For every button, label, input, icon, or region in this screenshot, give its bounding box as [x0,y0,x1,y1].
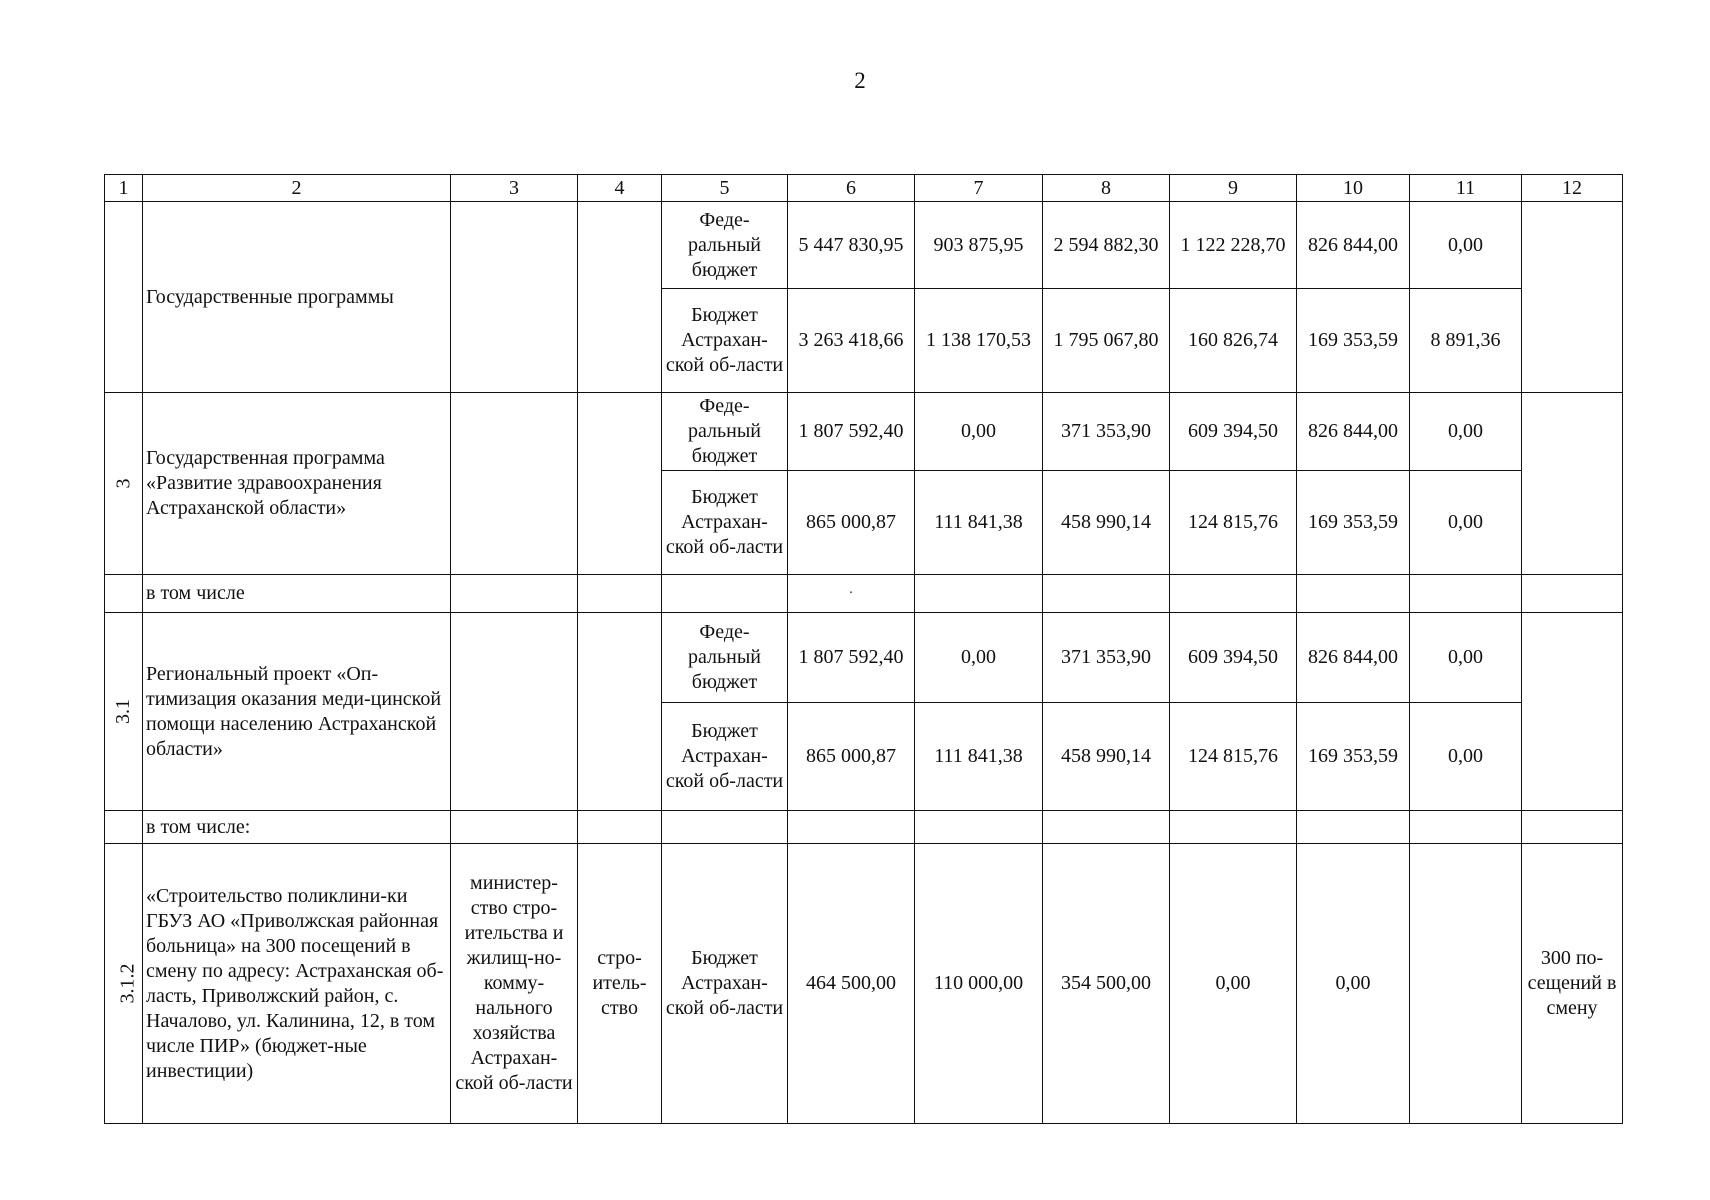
row-number-cell [105,844,143,1124]
value-cell: 1 807 592,40 [788,613,915,703]
value-cell: 826 844,00 [1297,393,1410,471]
funding-source: Бюджет Астрахан-ской об-ласти [662,703,788,811]
executor-cell [451,811,578,844]
value-cell: 865 000,87 [788,471,915,575]
value-cell: 609 394,50 [1170,613,1297,703]
executor-cell [451,575,578,613]
value-cell [915,811,1043,844]
table-row [105,575,1623,613]
type-cell [578,393,662,575]
result-cell [1522,613,1623,811]
header-cell: 4 [578,175,662,202]
type-cell [578,202,662,393]
table-row [105,811,1623,844]
value-cell: 826 844,00 [1297,613,1410,703]
value-cell: 371 353,90 [1043,613,1170,703]
executor-cell [451,613,578,811]
value-cell: 1 807 592,40 [788,393,915,471]
value-cell [1170,811,1297,844]
subtotal-label: в том числе [143,575,451,613]
page-number: 2 [854,68,866,93]
row-name: Региональный проект «Оп-тимизация оказания меди-цинской помощи населению Астраханской области» [143,613,451,811]
funding-source: Феде-ральный бюджет [662,613,788,703]
value-cell: 169 353,59 [1297,471,1410,575]
executor-cell [451,202,578,393]
value-cell: 464 500,00 [788,844,915,1124]
result-cell [1522,811,1623,844]
funding-source: Бюджет Астрахан-ской об-ласти [662,844,788,1124]
value-cell: 0,00 [1170,844,1297,1124]
result-cell [1522,202,1623,393]
header-cell: 6 [788,175,915,202]
row-number: 3.1 [112,699,134,724]
value-cell [1410,811,1522,844]
row-number-cell [105,575,143,613]
row-number-cell [105,393,143,575]
value-cell: 3 263 418,66 [788,289,915,393]
value-cell [1410,575,1522,613]
value-cell: 5 447 830,95 [788,202,915,289]
value-cell: 124 815,76 [1170,471,1297,575]
header-cell: 11 [1410,175,1522,202]
row-number: 3 [112,478,134,489]
value-cell: 110 000,00 [915,844,1043,1124]
value-cell: 458 990,14 [1043,703,1170,811]
value-cell: 0,00 [1410,613,1522,703]
table-row [105,393,1623,471]
value-cell [1043,575,1170,613]
value-cell [1297,575,1410,613]
table-row [105,844,1623,1124]
row-number-cell [105,613,143,811]
funding-source: Феде-ральный бюджет [662,393,788,471]
header-cell: 8 [1043,175,1170,202]
type-cell: стро-итель-ство [578,844,662,1124]
value-cell: 160 826,74 [1170,289,1297,393]
header-cell: 5 [662,175,788,202]
funding-source: Бюджет Астрахан-ской об-ласти [662,289,788,393]
result-cell [1522,575,1623,613]
value-cell: 0,00 [915,393,1043,471]
stray-mark: · [788,575,915,613]
value-cell: 0,00 [1410,703,1522,811]
value-cell: 0,00 [1410,393,1522,471]
value-cell: 826 844,00 [1297,202,1410,289]
result-cell: 300 по-сещений в смену [1522,844,1623,1124]
value-cell: 0,00 [915,613,1043,703]
table-header-row [105,175,1623,202]
value-cell: 609 394,50 [1170,393,1297,471]
budget-table [104,174,1623,1124]
header-cell: 10 [1297,175,1410,202]
result-cell [1522,393,1623,575]
row-name: Государственная программа «Развитие здравоохранения Астраханской области» [143,393,451,575]
value-cell: 111 841,38 [915,703,1043,811]
value-cell [788,811,915,844]
value-cell: 0,00 [1410,471,1522,575]
value-cell: 1 138 170,53 [915,289,1043,393]
row-name: «Строительство поликлини-ки ГБУЗ АО «Приволжская районная больница» на 300 посещений в смену по адресу: Астраханская об-ласть, Приволжский район, с. Началово, ул. Калинина, 12, в том числе ПИР» (бюджет-ные инвестиции) [143,844,451,1124]
value-cell: 2 594 882,30 [1043,202,1170,289]
value-cell [1170,575,1297,613]
table-row [105,613,1623,703]
type-cell [578,811,662,844]
value-cell [1297,811,1410,844]
header-cell: 2 [143,175,451,202]
funding-source [662,811,788,844]
value-cell: 1 795 067,80 [1043,289,1170,393]
header-cell: 1 [105,175,143,202]
funding-source [662,575,788,613]
funding-source: Бюджет Астрахан-ской об-ласти [662,471,788,575]
row-number-cell [105,811,143,844]
value-cell: 0,00 [1297,844,1410,1124]
funding-source: Феде-ральный бюджет [662,202,788,289]
header-cell: 3 [451,175,578,202]
value-cell: 1 122 228,70 [1170,202,1297,289]
value-cell: 865 000,87 [788,703,915,811]
value-cell [915,575,1043,613]
table-row [105,202,1623,289]
value-cell: 111 841,38 [915,471,1043,575]
value-cell: 8 891,36 [1410,289,1522,393]
executor-cell: министер-ство стро-ительства и жилищ-но-комму-нального хозяйства Астрахан-ской об-ласти [451,844,578,1124]
row-name: Государственные программы [143,202,451,393]
header-cell: 12 [1522,175,1623,202]
value-cell: 0,00 [1410,202,1522,289]
value-cell: 169 353,59 [1297,703,1410,811]
value-cell [1043,811,1170,844]
header-cell: 9 [1170,175,1297,202]
subtotal-label: в том числе: [143,811,451,844]
value-cell: 169 353,59 [1297,289,1410,393]
value-cell: 903 875,95 [915,202,1043,289]
type-cell [578,575,662,613]
value-cell: 371 353,90 [1043,393,1170,471]
row-number: 3.1.2 [116,963,139,1004]
value-cell: 354 500,00 [1043,844,1170,1124]
header-cell: 7 [915,175,1043,202]
executor-cell [451,393,578,575]
value-cell: 458 990,14 [1043,471,1170,575]
value-cell: 124 815,76 [1170,703,1297,811]
row-number-cell [105,202,143,393]
type-cell [578,613,662,811]
value-cell [1410,844,1522,1124]
